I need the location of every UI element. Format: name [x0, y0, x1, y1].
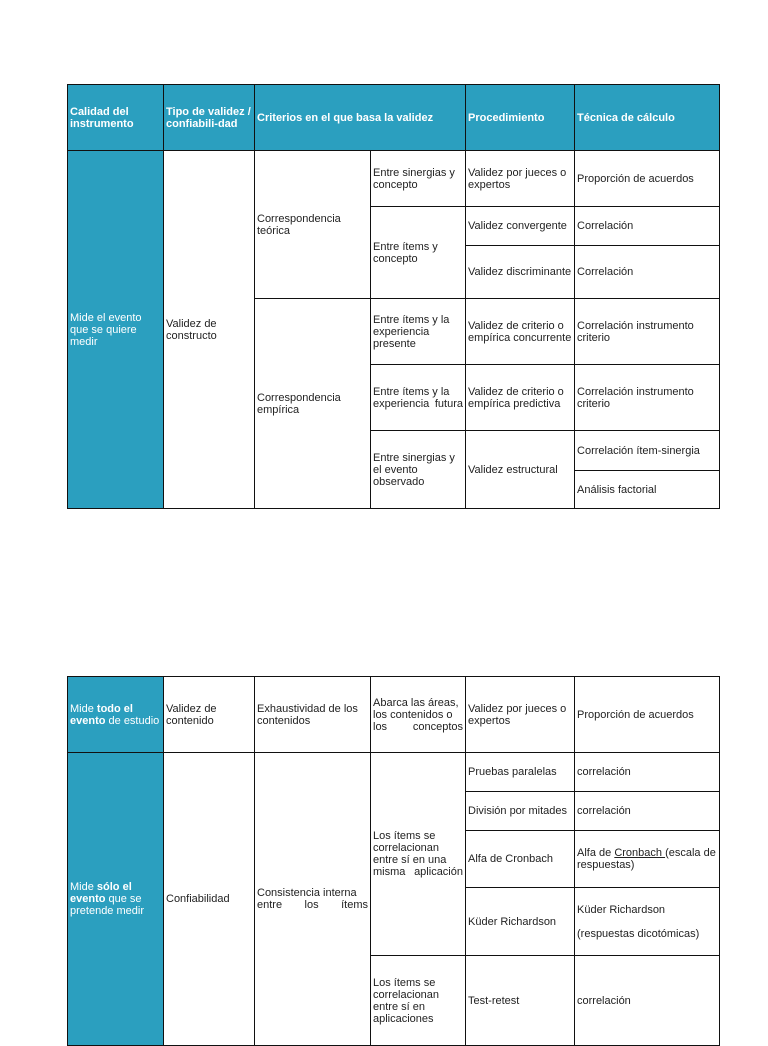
sub-criterio: Abarca las áreas, los contenidos o los conceptos: [371, 677, 466, 753]
table-contenido-confiabilidad: [67, 676, 720, 1046]
tecnica-cell: [575, 831, 720, 888]
criterio-teorica: Correspondencia teórica: [255, 151, 371, 299]
calidad-text-a: Mide: [70, 702, 97, 715]
tecnica-cell: Proporción de acuerdos: [575, 677, 720, 753]
calidad-text-c: de estudio: [105, 714, 160, 727]
sub-criterio: Los ítems se correlacionan entre sí en una misma aplicación: [371, 753, 466, 956]
procedimiento-cell: Pruebas paralelas: [466, 753, 575, 792]
procedimiento-cell: Validez por jueces o expertos: [466, 151, 575, 207]
tecnica-cell: Correlación: [575, 246, 720, 299]
tipo-cell: Validez de contenido: [164, 677, 255, 753]
calidad-cell: [68, 677, 164, 753]
tecnica-text: (respuestas dicotómicas): [577, 927, 700, 940]
header-tipo: Tipo de validez / confiabili-dad: [164, 85, 255, 151]
calidad-text-c: que se pretende medir: [70, 893, 144, 917]
calidad-cell: Mide el evento que se quiere medir: [68, 151, 164, 509]
procedimiento-cell: Validez por jueces o expertos: [466, 677, 575, 753]
tecnica-cell: Proporción de acuerdos: [575, 151, 720, 207]
table-row: [68, 677, 720, 753]
tecnica-cell: Correlación ítem-sinergia: [575, 431, 720, 471]
calidad-cell: [68, 753, 164, 1046]
header-tecnica: Técnica de cálculo: [575, 85, 720, 151]
tecnica-cell: Análisis factorial: [575, 471, 720, 509]
tecnica-text: Küder Richardson: [577, 903, 666, 916]
header-calidad: Calidad del instrumento: [68, 85, 164, 151]
sub-criterio: Entre sinergias y el evento observado: [371, 431, 466, 509]
tecnica-cell: correlación: [575, 956, 720, 1046]
procedimiento-cell: Validez estructural: [466, 431, 575, 509]
calidad-text-a: Mide: [70, 881, 97, 893]
calidad-text-bold: sólo el evento: [70, 881, 132, 905]
tecnica-cell: Correlación instrumento criterio: [575, 365, 720, 431]
cronbach-link[interactable]: Cronbach: [614, 847, 666, 859]
table-row: [68, 753, 720, 792]
calidad-text-bold: todo el evento: [70, 702, 133, 727]
tecnica-text: (escala de respuestas): [577, 847, 716, 871]
tipo-cell: Validez de constructo: [164, 151, 255, 509]
procedimiento-cell: Test-retest: [466, 956, 575, 1046]
tecnica-cell: correlación: [575, 753, 720, 792]
tecnica-cell: correlación: [575, 792, 720, 831]
procedimiento-cell: División por mitades: [466, 792, 575, 831]
procedimiento-cell: Validez de criterio o empírica predictiva: [466, 365, 575, 431]
table-validez-constructo: [67, 84, 720, 509]
sub-criterio: Entre ítems y la experiencia futura: [371, 365, 466, 431]
table-row: [68, 151, 720, 207]
tecnica-cell: Correlación: [575, 207, 720, 246]
procedimiento-cell: Validez discriminante: [466, 246, 575, 299]
procedimiento-cell: Küder Richardson: [466, 888, 575, 956]
sub-criterio: Entre ítems y la experiencia presente: [371, 299, 466, 365]
sub-criterio: Entre sinergias y concepto: [371, 151, 466, 207]
criterio-cell: Exhaustividad de los contenidos: [255, 677, 371, 753]
criterio-cell: Consistencia interna entre los ítems: [255, 753, 371, 1046]
procedimiento-cell: Alfa de Cronbach: [466, 831, 575, 888]
tecnica-text: Alfa de: [577, 847, 615, 859]
sub-criterio: Entre ítems y concepto: [371, 207, 466, 299]
header-procedimiento: Procedimiento: [466, 85, 575, 151]
tecnica-cell: Correlación instrumento criterio: [575, 299, 720, 365]
tecnica-cell: [575, 888, 720, 956]
sub-criterio: Los ítems se correlacionan entre sí en aplicaciones: [371, 956, 466, 1046]
criterio-empirica: Correspondencia empírica: [255, 299, 371, 509]
procedimiento-cell: Validez de criterio o empírica concurrente: [466, 299, 575, 365]
procedimiento-cell: Validez convergente: [466, 207, 575, 246]
header-row: [68, 85, 720, 151]
tipo-cell: Confiabilidad: [164, 753, 255, 1046]
header-criterios: Criterios en el que basa la validez: [255, 85, 466, 151]
